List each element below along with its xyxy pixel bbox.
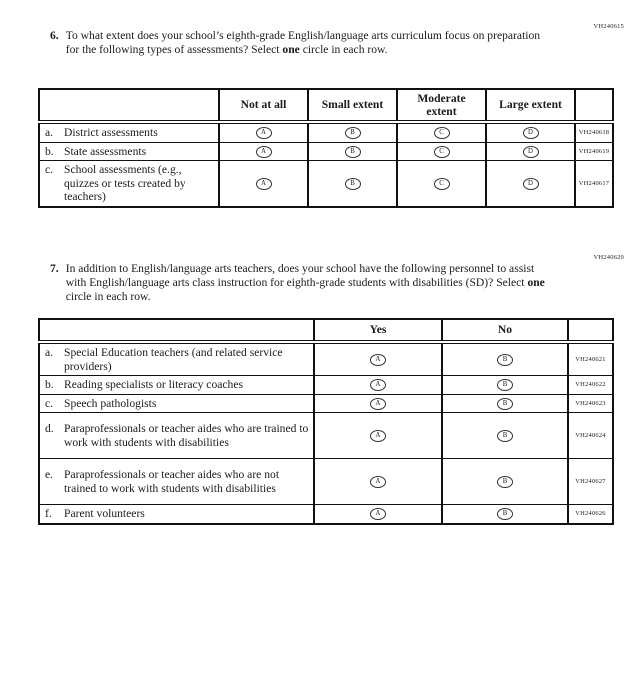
row-code: VH240623 [568, 394, 613, 413]
table-row [39, 161, 613, 207]
question7-table [38, 318, 614, 525]
column-header-code-blank [575, 89, 613, 122]
row-letter: e. [45, 468, 54, 481]
row-stem [39, 505, 314, 524]
row-label: Speech pathologists [64, 396, 157, 410]
row-stem-text [45, 397, 309, 411]
question6-number: 6. [50, 29, 59, 42]
row-stem-text [45, 422, 309, 449]
option-cell [308, 161, 397, 207]
answer-bubble-b[interactable]: B [497, 508, 513, 520]
question7-number: 7. [50, 262, 59, 275]
answer-bubble-b[interactable]: B [497, 476, 513, 488]
row-code: VH240617 [575, 161, 613, 207]
row-letter: b. [45, 144, 54, 158]
row-stem [39, 161, 219, 207]
option-cell [442, 394, 568, 413]
row-code: VH240622 [568, 376, 613, 395]
table-row [39, 413, 613, 459]
answer-bubble-d[interactable]: D [523, 146, 539, 158]
response-grid [38, 88, 614, 208]
option-cell [314, 505, 442, 524]
option-cell [219, 161, 308, 207]
option-cell [219, 122, 308, 142]
answer-bubble-d[interactable]: D [523, 127, 539, 139]
option-cell [397, 142, 486, 161]
row-stem [39, 122, 219, 142]
row-label: Paraprofessionals or teacher aides who are trained to work with students with disabilities [64, 422, 309, 449]
row-letter: a. [45, 126, 54, 139]
header-row [39, 89, 613, 122]
option-cell [442, 342, 568, 376]
question6 [50, 29, 550, 57]
answer-bubble-a[interactable]: A [370, 354, 386, 366]
row-code: VH240624 [568, 413, 613, 459]
question6-text-bold: one [282, 43, 300, 56]
row-stem-text [45, 126, 214, 140]
row-stem [39, 459, 314, 505]
answer-bubble-b[interactable]: B [345, 127, 361, 139]
answer-bubble-a[interactable]: A [256, 146, 272, 158]
option-cell [397, 161, 486, 207]
row-stem-text [45, 378, 309, 392]
column-header-blank [39, 319, 314, 342]
question6-text [66, 29, 546, 57]
row-label: School assessments (e.g., quizzes or tests created by teachers) [64, 163, 186, 203]
option-cell [308, 142, 397, 161]
row-code: VH240618 [575, 122, 613, 142]
question7-vh-code: VH240620 [593, 254, 624, 261]
row-letter: b. [45, 378, 54, 391]
row-code: VH240626 [568, 505, 613, 524]
header-row [39, 319, 613, 342]
row-stem [39, 394, 314, 413]
row-letter: a. [45, 346, 54, 359]
column-header: Yes [314, 319, 442, 342]
column-header: Small extent [308, 89, 397, 122]
column-header: Large extent [486, 89, 575, 122]
question7-text [66, 262, 546, 304]
option-cell [486, 161, 575, 207]
row-letter: c. [45, 163, 54, 176]
option-cell [486, 142, 575, 161]
row-code: VH240619 [575, 142, 613, 161]
answer-bubble-a[interactable]: A [370, 430, 386, 442]
row-label: Reading specialists or literacy coaches [64, 378, 243, 391]
answer-bubble-c[interactable]: C [434, 178, 450, 190]
option-cell [314, 394, 442, 413]
row-code: VH240621 [568, 342, 613, 376]
answer-bubble-a[interactable]: A [256, 127, 272, 139]
option-cell [308, 122, 397, 142]
answer-bubble-a[interactable]: A [370, 398, 386, 410]
table-row [39, 142, 613, 161]
answer-bubble-a[interactable]: A [370, 379, 386, 391]
table-row [39, 122, 613, 142]
row-stem-text [45, 468, 309, 495]
table-row [39, 342, 613, 376]
row-label: State assessments [64, 144, 147, 158]
row-stem [39, 413, 314, 459]
answer-bubble-b[interactable]: B [345, 178, 361, 190]
table-row [39, 394, 613, 413]
column-header: No [442, 319, 568, 342]
answer-bubble-b[interactable]: B [497, 398, 513, 410]
row-letter: f. [45, 507, 52, 520]
row-letter: d. [45, 422, 54, 435]
row-stem [39, 142, 219, 161]
question7-text-pre: In addition to English/language arts teachers, does your school have the following personnel to assist with English/language arts class instruction for eighth-grade students with disabilities (SD)? Select [65, 262, 535, 289]
question7-text-post: circle in each row. [65, 290, 151, 303]
row-letter: c. [45, 396, 54, 410]
option-cell [442, 505, 568, 524]
option-cell [314, 413, 442, 459]
question7 [50, 262, 550, 304]
table-row [39, 376, 613, 395]
response-grid [38, 318, 614, 525]
question7-text-bold: one [527, 276, 545, 289]
answer-bubble-b[interactable]: B [497, 430, 513, 442]
question6-text-pre: To what extent does your school’s eighth-grade English/language arts curriculum focus on preparation for the following types of assessments? Select [65, 29, 541, 56]
option-cell [314, 459, 442, 505]
option-cell [442, 459, 568, 505]
answer-bubble-a[interactable]: A [256, 178, 272, 190]
answer-bubble-b[interactable]: B [497, 354, 513, 366]
option-cell [314, 376, 442, 395]
answer-bubble-a[interactable]: A [370, 508, 386, 520]
option-cell [314, 342, 442, 376]
answer-bubble-c[interactable]: C [434, 127, 450, 139]
row-label: Parent volunteers [64, 507, 145, 520]
question6-text-post: circle in each row. [299, 43, 388, 56]
row-stem-text [45, 145, 214, 159]
row-stem [39, 342, 314, 376]
answer-bubble-b[interactable]: B [497, 379, 513, 391]
answer-bubble-c[interactable]: C [434, 146, 450, 158]
column-header: Moderate extent [397, 89, 486, 122]
table-row [39, 459, 613, 505]
table-row [39, 505, 613, 524]
option-cell [442, 376, 568, 395]
question6-vh-code: VH240615 [593, 23, 624, 30]
column-header-blank [39, 89, 219, 122]
row-label: Special Education teachers (and related service providers) [64, 346, 283, 373]
row-label: Paraprofessionals or teacher aides who are not trained to work with students with disabilities [64, 468, 280, 495]
answer-bubble-d[interactable]: D [523, 178, 539, 190]
row-label: District assessments [64, 126, 158, 139]
column-header-code-blank [568, 319, 613, 342]
row-stem-text [45, 163, 214, 204]
row-stem [39, 376, 314, 395]
answer-bubble-b[interactable]: B [345, 146, 361, 158]
column-header: Not at all [219, 89, 308, 122]
row-code: VH240627 [568, 459, 613, 505]
question6-table [38, 88, 614, 208]
option-cell [397, 122, 486, 142]
row-stem-text [45, 346, 309, 373]
option-cell [219, 142, 308, 161]
answer-bubble-a[interactable]: A [370, 476, 386, 488]
row-stem-text [45, 507, 309, 521]
option-cell [486, 122, 575, 142]
option-cell [442, 413, 568, 459]
